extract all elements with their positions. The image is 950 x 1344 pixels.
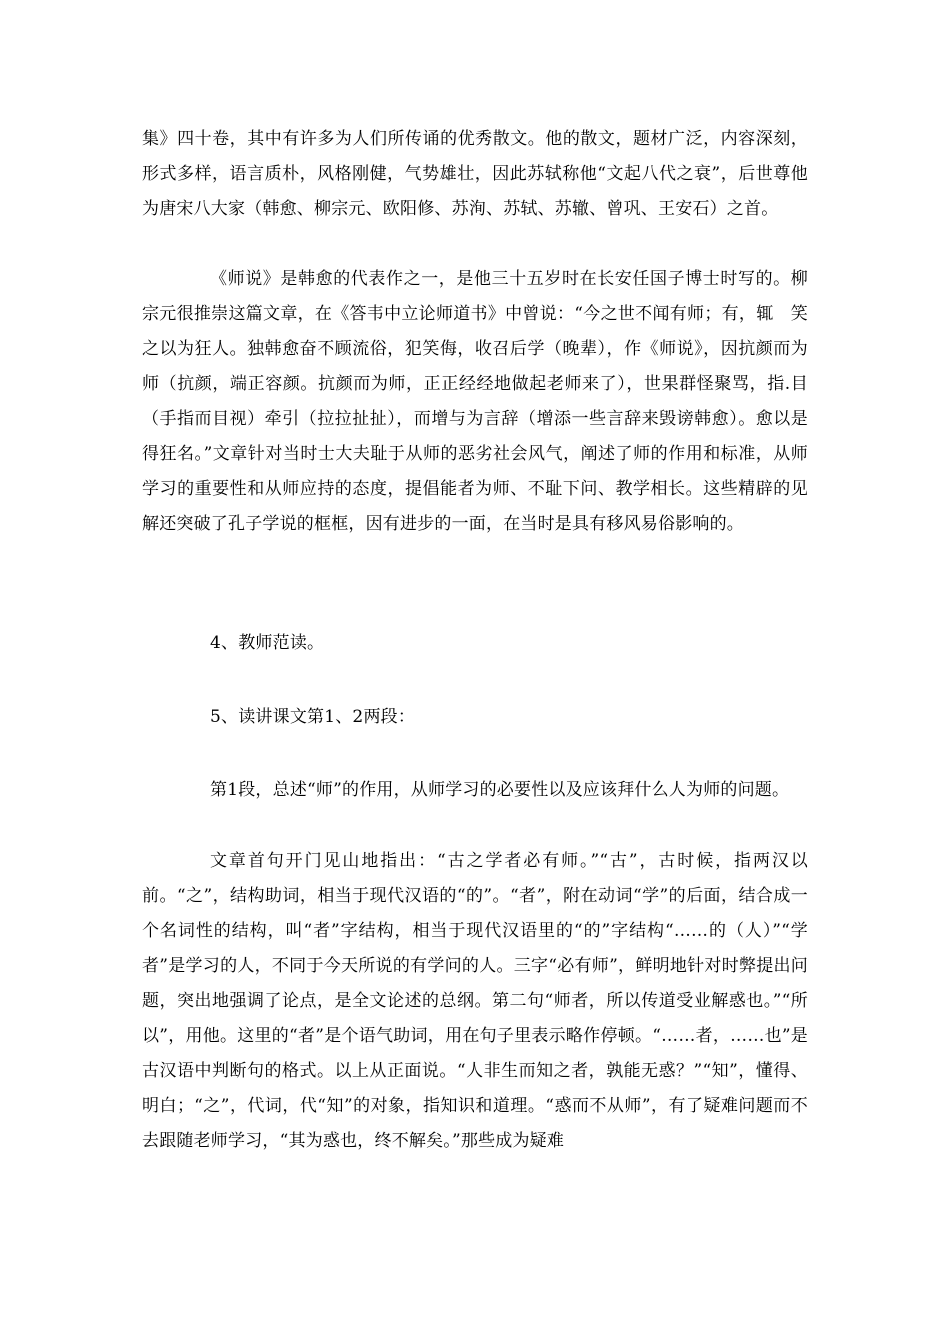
paragraph-section-1-analysis: 文章首句开门见山地指出：“古之学者必有师。”“古”，古时候，指两汉以前。“之”，结构助词，相当于现代汉语的“的”。“者”，附在动词“学”的后面，结合成一个名词性的结构，叫“者”字结构，相当于现代汉语里的“的”字结构“……的（人）”“学者”是学习的人，不同于今天所说的有学问的人。三字“必有师”，鲜明地针对时弊提出问题，突出地强调了论点，是全文论述的总纲。第二句“师者，所以传道受业解惑也。”“所以”，用他。这里的“者”是个语气助词，用在句子里表示略作停顿。“……者，……也”是古汉语中判断句的格式。以上从正面说。“人非生而知之者，孰能无惑？”“知”，懂得、明白；“之”，代词，代“知”的对象，指知识和道理。“惑而不从师”，有了疑难问题而不去跟随老师学习，“其为惑也，终不解矣。”那些成为疑难 — [142, 851, 808, 1151]
paragraph-section-1-summary: 第1段，总述“师”的作用，从师学习的必要性以及应该拜什么人为师的问题。 — [210, 780, 790, 800]
paragraph-shi-shuo-background: 《师说》是韩愈的代表作之一，是他三十五岁时在长安任国子博士时写的。柳宗元很推崇这篇文章，在《答韦中立论师道书》中曾说：“今之世不闻有师；有，辄 笑之以为狂人。独韩愈奋不顾流俗，犯笑侮，收召后学（晚辈），作《师说》，因抗颜而为师（抗颜，端正容颜。抗颜而为师，正正经经地做起老师来了），世果群怪聚骂，指.目（手指而目视）牵引（拉拉扯扯），而增与为言辞（增添一些言辞来毁谤韩愈）。愈以是得狂名。”文章针对当时士大夫耻于从师的恶劣社会风气，阐述了师的作用和标准，从师学习的重要性和从师应持的态度，提倡能者为师、不耻下问、教学相长。这些精辟的见解还突破了孔子学说的框框，因有进步的一面，在当时是具有移风易俗影响的。 — [142, 269, 808, 534]
paragraph-step-5: 5、读讲课文第1、2两段： — [210, 707, 416, 727]
paragraph-step-4: 4、教师范读。 — [210, 633, 325, 653]
paragraph-han-yu-works: 集》四十卷，其中有许多为人们所传诵的优秀散文。他的散文，题材广泛，内容深刻，形式多样，语言质朴，风格刚健，气势雄壮，因此苏轼称他“文起八代之衰”，后世尊他为唐宋八大家（韩愈、柳宗元、欧阳修、苏洵、苏轼、苏辙、曾巩、王安石）之首。 — [142, 129, 808, 219]
